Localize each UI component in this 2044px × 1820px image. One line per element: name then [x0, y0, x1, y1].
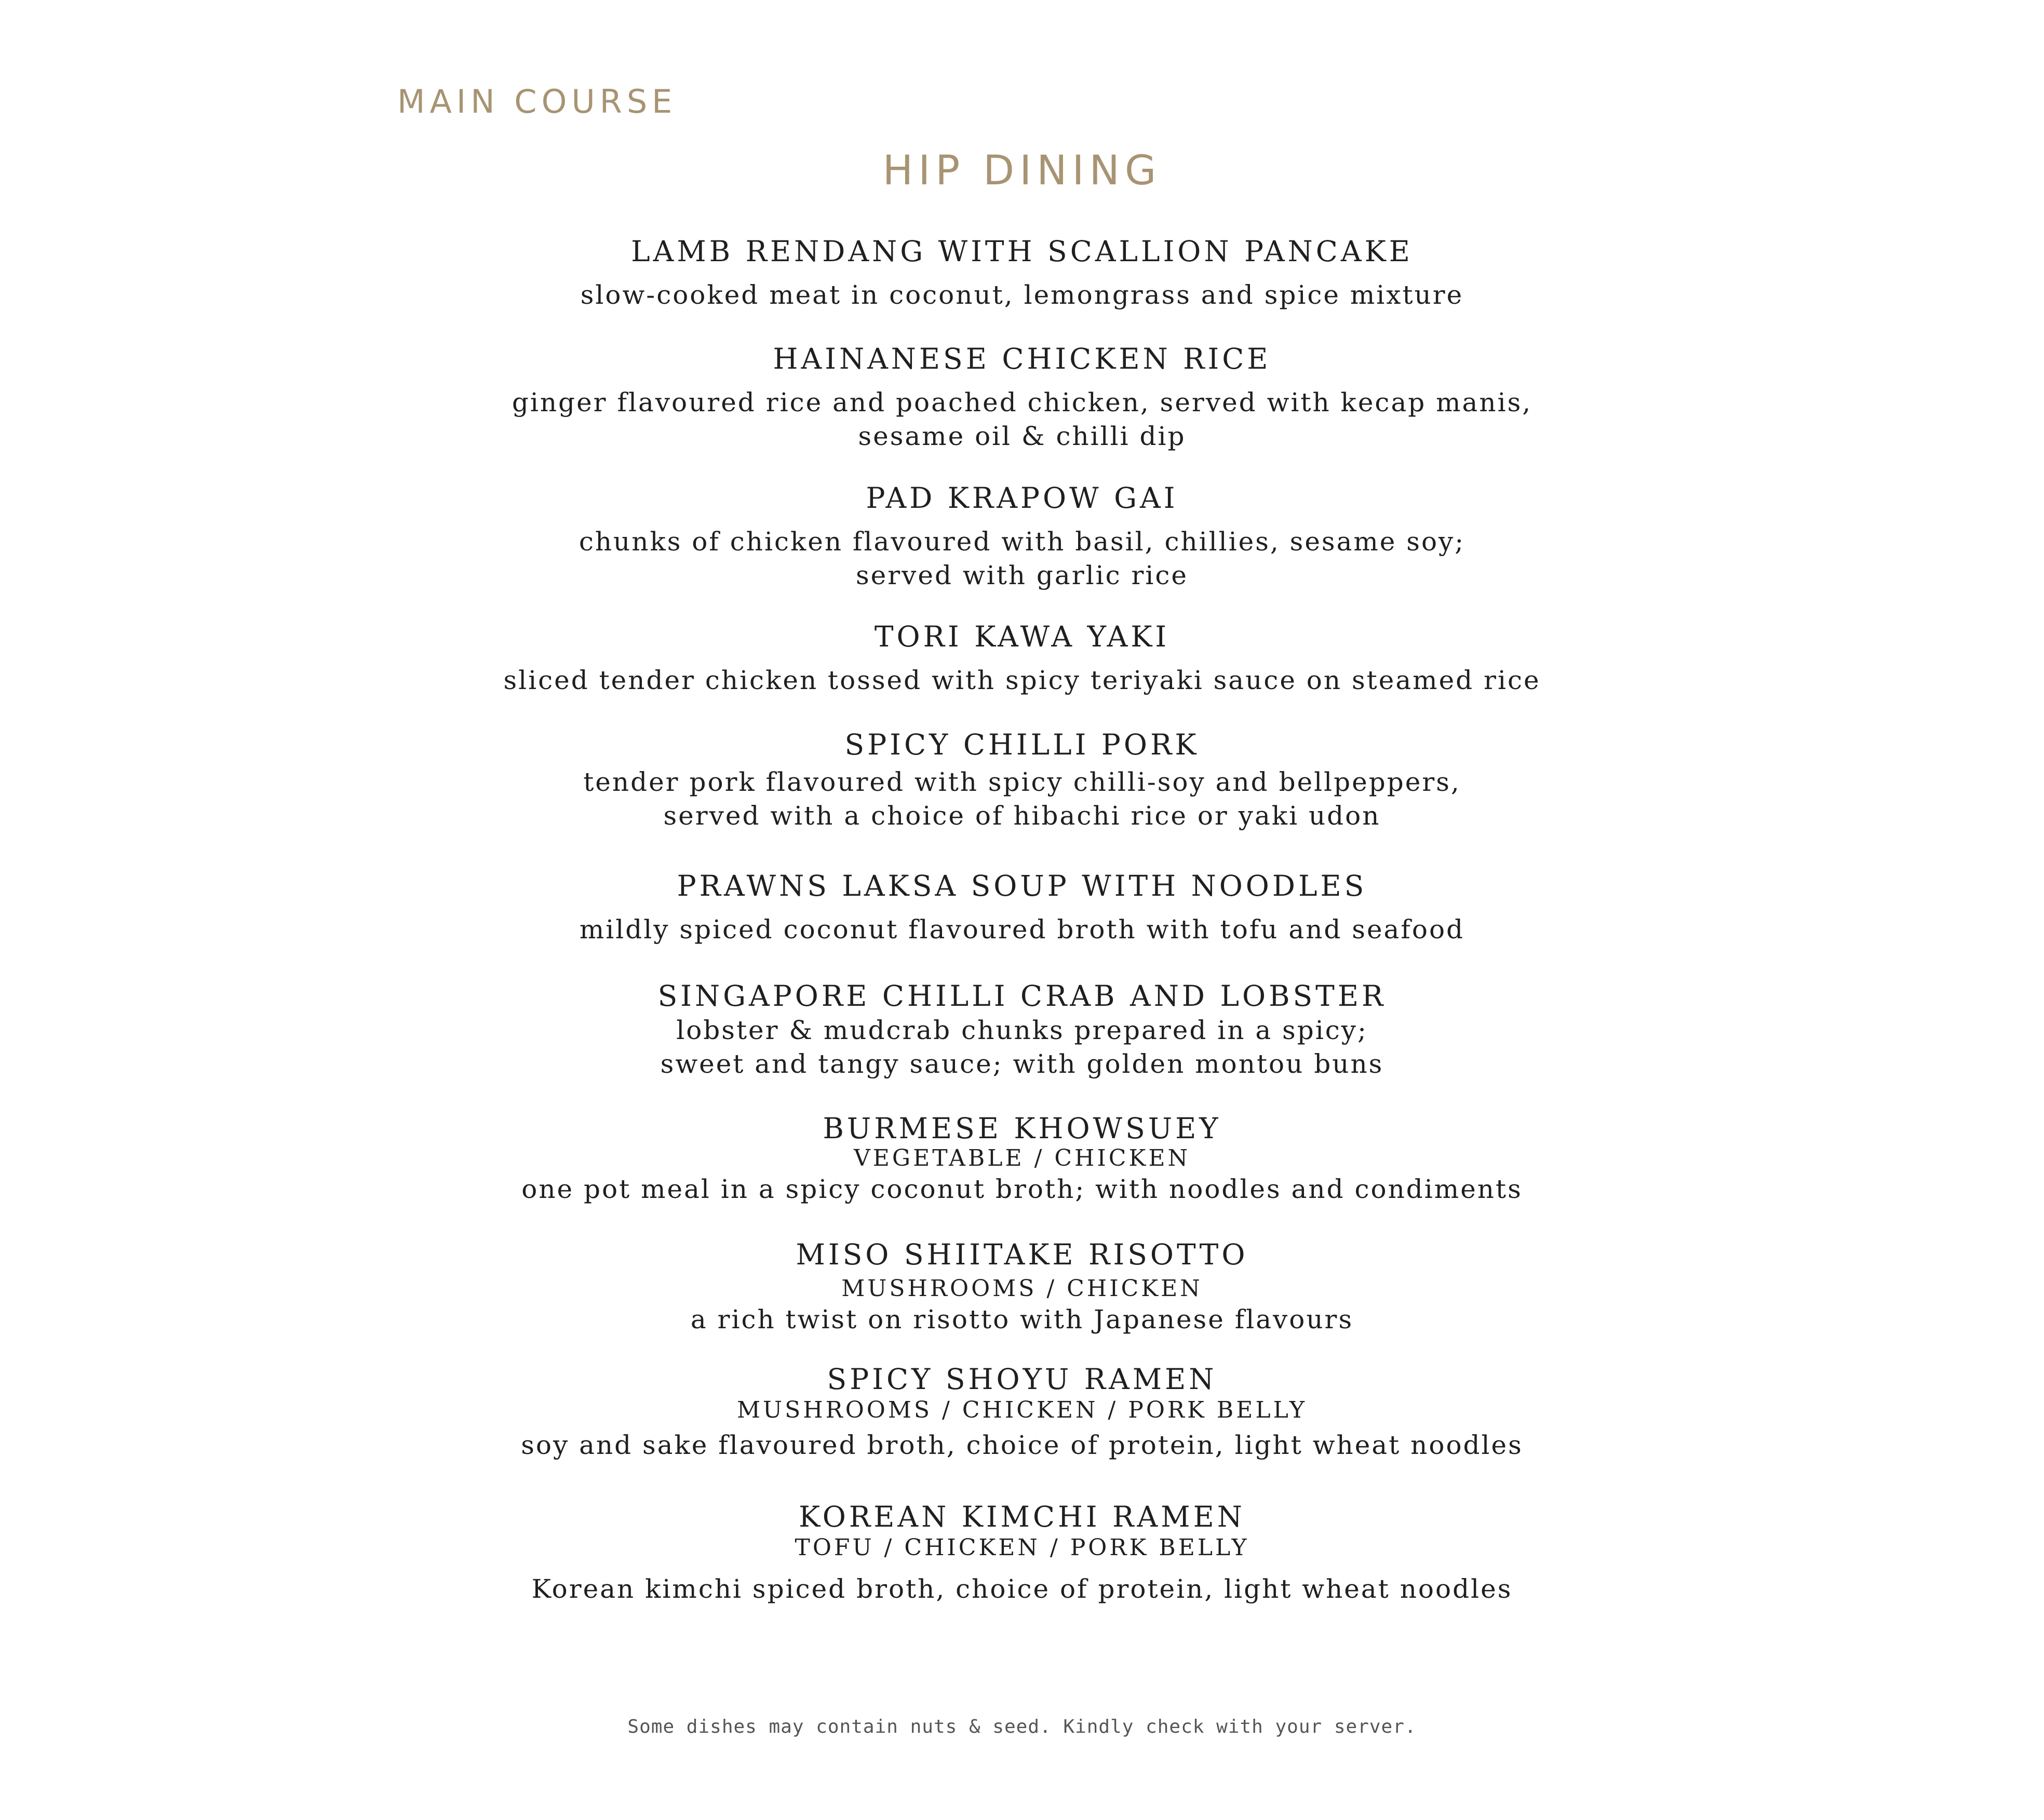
dish-name: TORI KAWA YAKI [874, 620, 1170, 653]
dish-description: mildly spiced coconut flavoured broth with tofu and seafood [579, 914, 1465, 945]
dish-name: BURMESE KHOWSUEY [823, 1112, 1221, 1145]
dish-description: served with a choice of hibachi rice or yaki udon [663, 801, 1381, 831]
menu-item-spicy-chilli-pork [0, 729, 2044, 833]
dish-name: MISO SHIITAKE RISOTTO [796, 1238, 1248, 1271]
dish-variants: MUSHROOMS / CHICKEN [841, 1275, 1203, 1302]
dish-name: PRAWNS LAKSA SOUP WITH NOODLES [677, 869, 1367, 902]
menu-title: HIP DINING [882, 147, 1162, 194]
dish-description: sliced tender chicken tossed with spicy teriyaki sauce on steamed rice [503, 665, 1541, 696]
dish-name: PAD KRAPOW GAI [866, 481, 1178, 515]
dish-name: KOREAN KIMCHI RAMEN [799, 1500, 1245, 1533]
menu-item-burmese-khowsuey [0, 1112, 2044, 1206]
dish-description: lobster & mudcrab chunks prepared in a spicy; [676, 1015, 1368, 1046]
menu-item-miso-shiitake-risotto [0, 1238, 2044, 1337]
dish-description: sesame oil & chilli dip [858, 421, 1186, 452]
dish-name: SPICY SHOYU RAMEN [827, 1363, 1217, 1396]
dish-name: LAMB RENDANG WITH SCALLION PANCAKE [631, 235, 1413, 268]
dish-variants: TOFU / CHICKEN / PORK BELLY [795, 1534, 1249, 1561]
menu-item-pad-krapow-gai [0, 482, 2044, 592]
menu-item-prawns-laksa [0, 870, 2044, 947]
dish-description: a rich twist on risotto with Japanese flavours [690, 1304, 1354, 1335]
dish-name: SPICY CHILLI PORK [844, 728, 1200, 761]
dish-description: one pot meal in a spicy coconut broth; with noodles and condiments [521, 1174, 1523, 1205]
dish-description: chunks of chicken flavoured with basil, chillies, sesame soy; [579, 527, 1465, 557]
menu-item-spicy-shoyu-ramen [0, 1363, 2044, 1462]
dish-description: slow-cooked meat in coconut, lemongrass and spice mixture [580, 280, 1464, 311]
allergen-note: Some dishes may contain nuts & seed. Kindly check with your server. [627, 1716, 1417, 1737]
dish-name: SINGAPORE CHILLI CRAB AND LOBSTER [657, 979, 1387, 1013]
dish-description: Korean kimchi spiced broth, choice of protein, light wheat noodles [531, 1574, 1513, 1605]
menu-item-lamb-rendang [0, 235, 2044, 312]
dish-name: HAINANESE CHICKEN RICE [773, 342, 1271, 375]
dish-variants: MUSHROOMS / CHICKEN / PORK BELLY [736, 1397, 1308, 1424]
dish-description: ginger flavoured rice and poached chicken, served with kecap manis, [512, 387, 1532, 418]
dish-description: served with garlic rice [856, 560, 1188, 591]
dish-description: sweet and tangy sauce; with golden montou buns [660, 1049, 1384, 1080]
dish-variants: VEGETABLE / CHICKEN [854, 1145, 1190, 1172]
dish-description: soy and sake flavoured broth, choice of protein, light wheat noodles [521, 1430, 1523, 1461]
menu-item-korean-kimchi-ramen [0, 1501, 2044, 1606]
menu-item-hainanese-chicken-rice [0, 343, 2044, 453]
dish-description: tender pork flavoured with spicy chilli-soy and bellpeppers, [583, 767, 1461, 798]
menu-item-singapore-chilli-crab [0, 980, 2044, 1081]
menu-item-tori-kawa-yaki [0, 621, 2044, 697]
section-label: MAIN COURSE [397, 83, 677, 120]
